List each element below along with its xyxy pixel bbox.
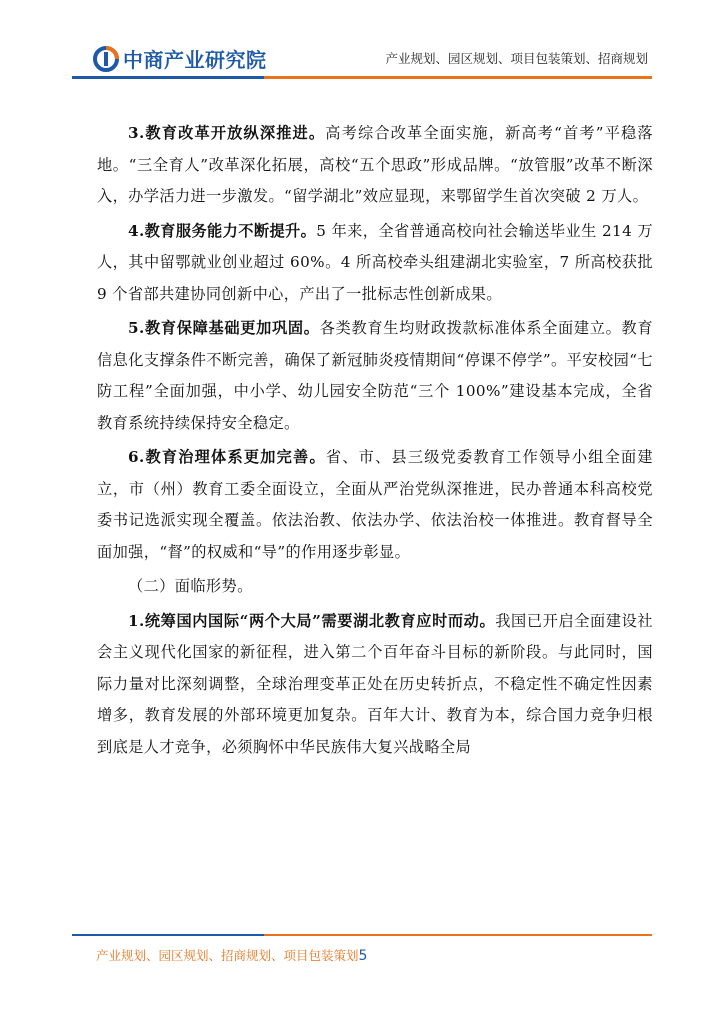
page-number: 5 xyxy=(358,948,368,964)
paragraph-body: 我国已开启全面建设社会主义现代化国家的新征程，进入第二个百年奋斗目标的新阶段。与此同时，国际力量对比深刻调整，全球治理变革正处在历史转折点，不稳定性不确定性因素增多，教育发展的外部环境更加复杂。百年大计、教育为本，综合国力竞争归根到底是人才竞争，必须胸怀中华民族伟大复兴战略全局 xyxy=(97,611,654,756)
footer-text: 产业规划、园区规划、招商规划、项目包装策划 xyxy=(96,948,359,963)
header-tagline: 产业规划、园区规划、项目包装策划、招商规划 xyxy=(385,51,648,66)
paragraph-body: 省、市、县三级党委教育工作领导小组全面建立，市（州）教育工委全面设立，全面从严治党纵深推进，民办普通本科高校党委书记选派实现全覆盖。依法治教、依法办学、依法治校一体推进。教育督导全面加强，“督”的权威和“导”的作用逐步彰显。 xyxy=(97,448,653,561)
document-body xyxy=(97,118,653,763)
paragraph xyxy=(97,442,653,568)
paragraph-body: 各类教育生均财政拨款标准体系全面建立。教育信息化支撑条件不断完善，确保了新冠肺炎疫情期间“停课不停学”。平安校园“七防工程”全面加强，中小学、幼儿园安全防范“三个 100%”建设基本完成，全省教育系统持续保持安全稳定。 xyxy=(97,319,653,432)
paragraph-lead: 4.教育服务能力不断提升。 xyxy=(128,221,317,240)
paragraph-lead: 5.教育保障基础更加巩固。 xyxy=(128,319,320,337)
paragraph xyxy=(97,606,653,764)
paragraph-lead: 1.统筹国内国际“两个大局”需要湖北教育应时而动。 xyxy=(128,611,496,630)
paragraph-lead: 3.教育改革开放纵深推进。 xyxy=(128,124,326,142)
logo-text: 中商产业研究院 xyxy=(123,48,267,72)
paragraph-body: 高考综合改革全面实施，新高考“首考”平稳落地。“三全育人”改革深化拓展，高校“五个思政”形成品牌。“放管服”改革不断深入，办学活力进一步激发。“留学湖北”效应显现，来鄂留学生首次突破 2 万人。 xyxy=(97,124,653,205)
paragraph xyxy=(97,118,653,213)
paragraph-body: 5 年来，全省普通高校向社会输送毕业生 214 万人，其中留鄂就业创业超过 60%。4 所高校牵头组建湖北实验室，7 所高校获批 9 个省部共建协同创新中心，产出了一批标志性创新成果。 xyxy=(97,221,653,303)
page-header xyxy=(0,0,724,80)
section-heading xyxy=(97,571,653,603)
footer-rule-blue xyxy=(72,934,264,936)
paragraph xyxy=(97,216,653,311)
paragraph-body: （二）面临形势。 xyxy=(128,577,253,595)
logo-icon xyxy=(93,46,119,72)
paragraph xyxy=(97,313,653,439)
header-rule-blue xyxy=(72,76,264,79)
page-footer xyxy=(96,946,367,964)
header-rule-orange xyxy=(264,76,652,79)
footer-rule-orange xyxy=(264,934,652,936)
paragraph-lead: 6.教育治理体系更加完善。 xyxy=(128,448,326,466)
logo xyxy=(93,44,267,73)
